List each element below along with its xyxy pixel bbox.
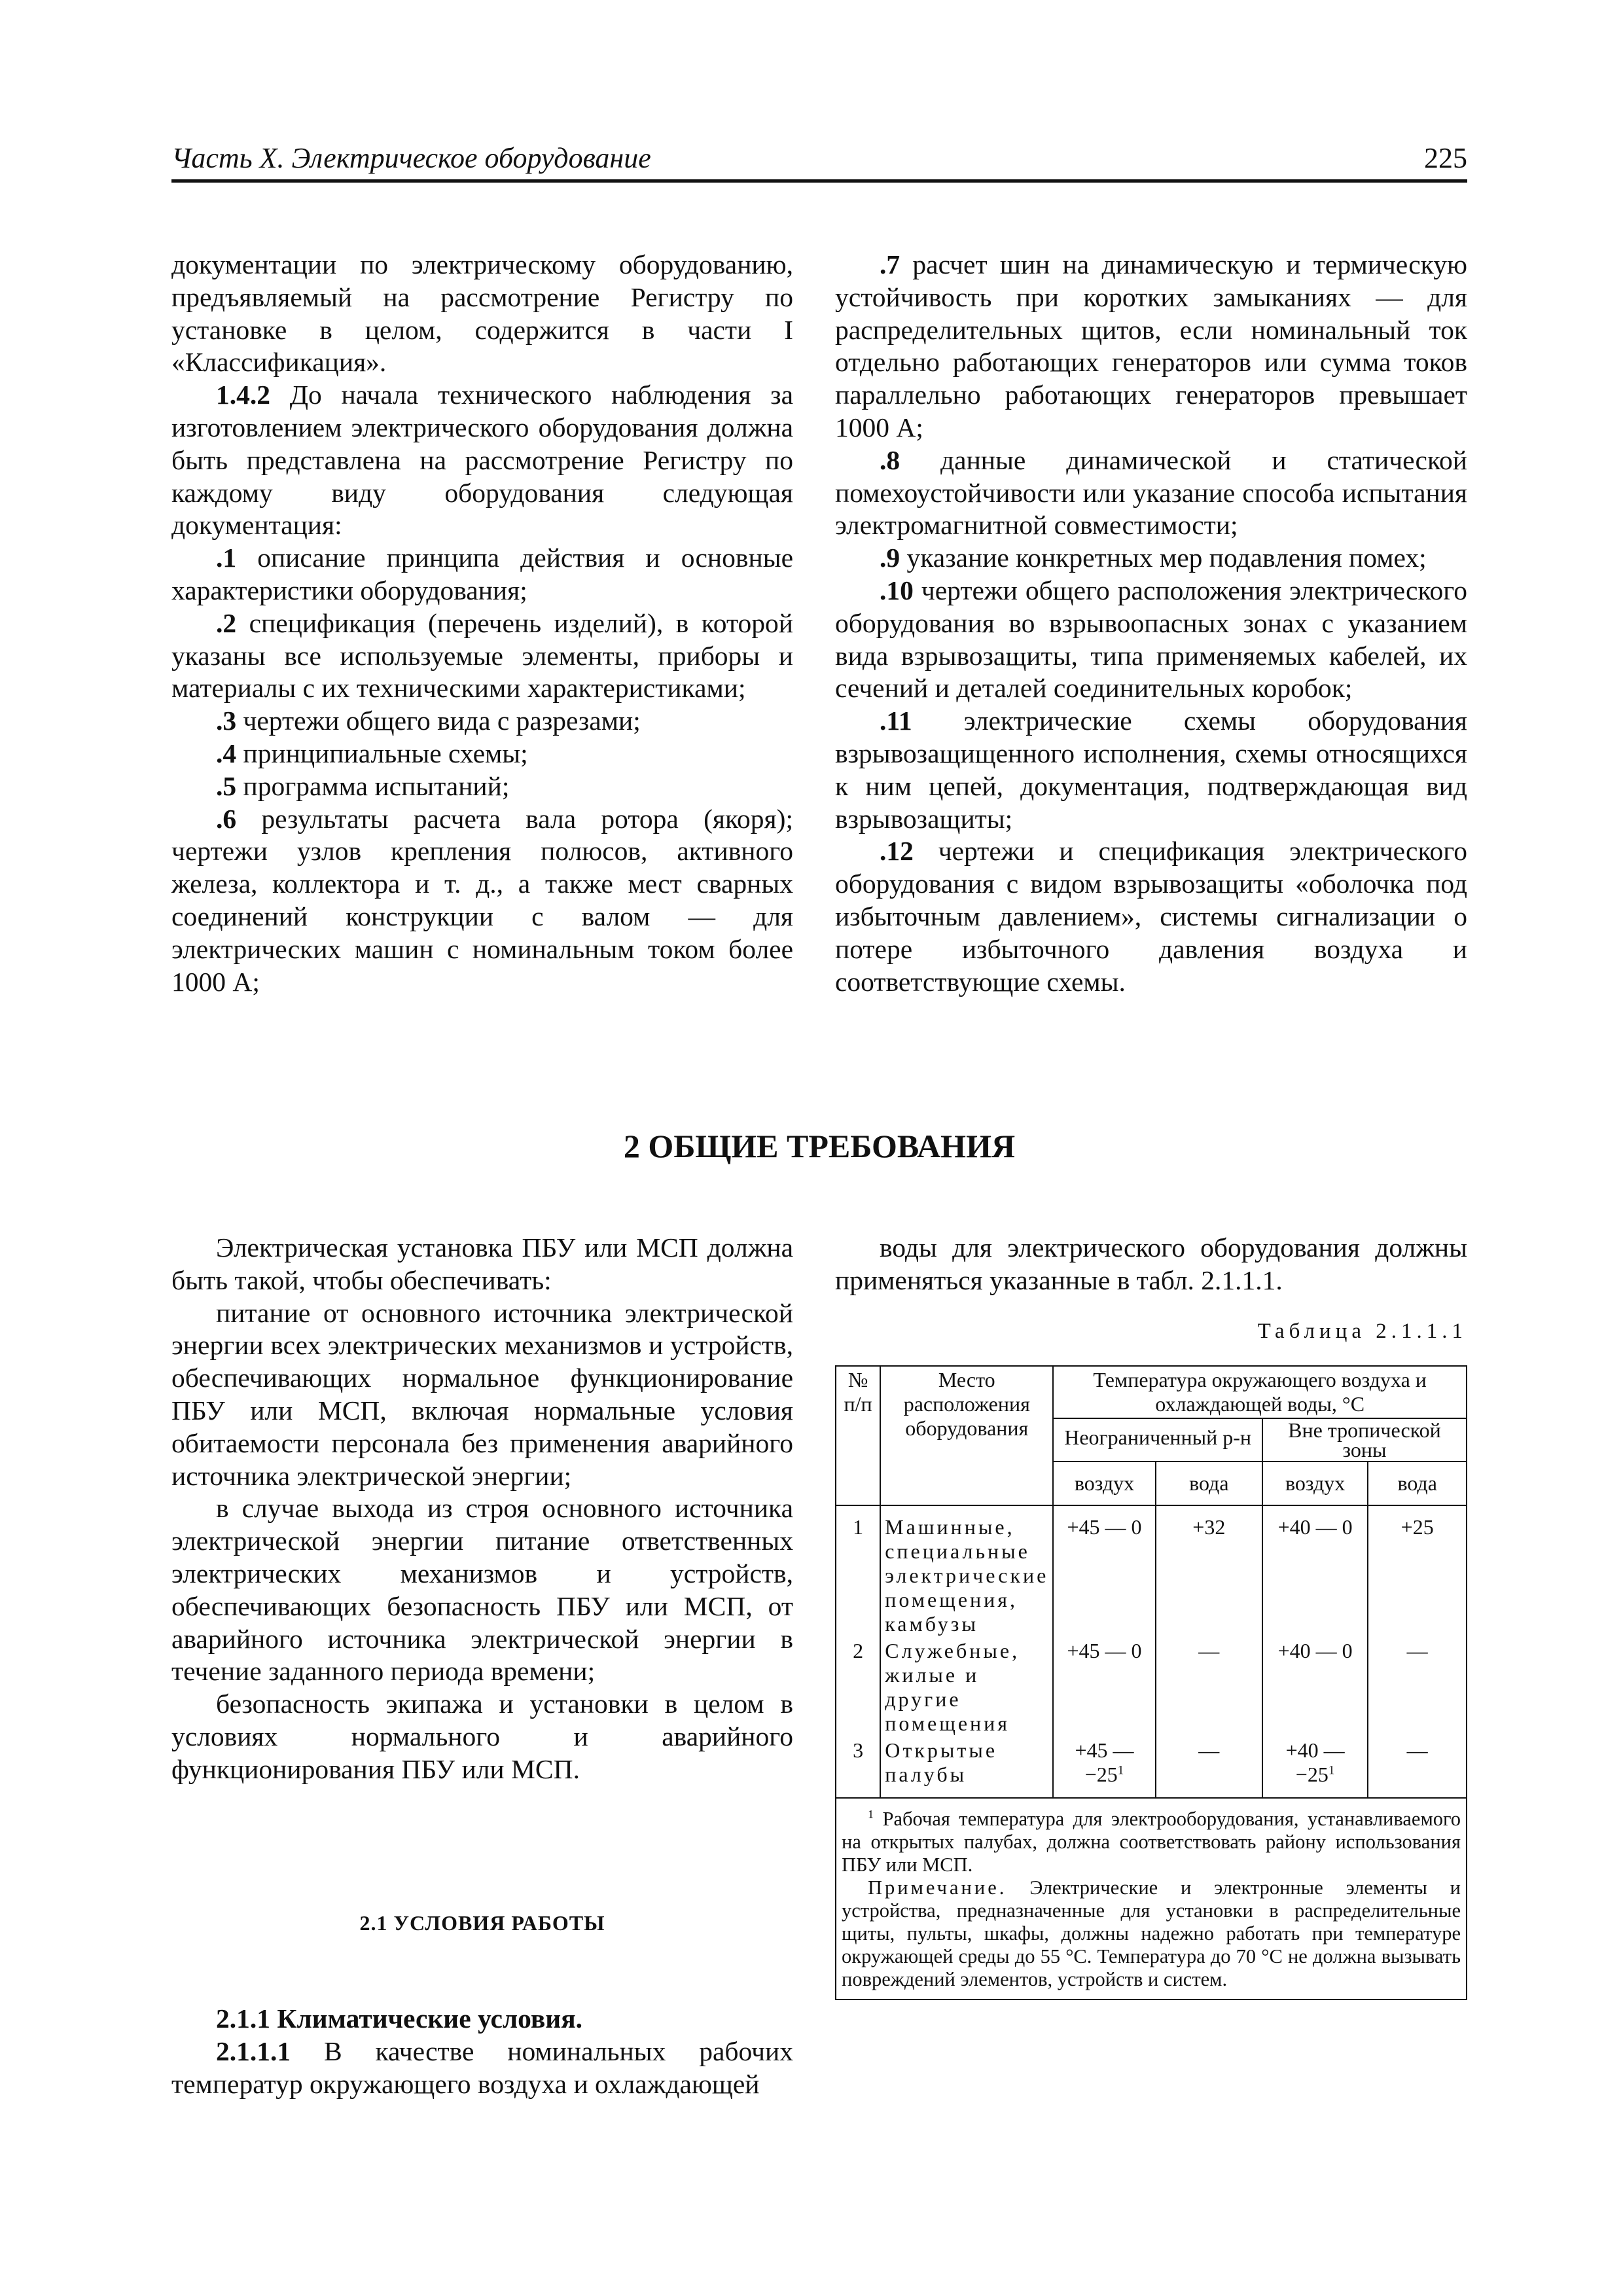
list-item [835,444,1467,542]
header-outside-tropics: Вне тропической зоны [1262,1418,1467,1462]
clause-text: До начала технического наблюдения за изготовлением электрического оборудования должна быть представлена на рассмотрение Регистру по каждому виду оборудования следующая документация: [171,380,793,541]
table-caption: Таблица 2.1.1.1 [1257,1319,1467,1343]
row-water-unlimited: — [1156,1638,1262,1737]
footnote [842,1808,1461,1876]
item-text: чертежи общего расположения электрического оборудования во взрывоопасных зонах с указанием вида взрывозащиты, типа применяемых кабелей, их сечений и деталей соединительных коробок; [835,575,1467,704]
row-num: 2 [836,1638,880,1737]
note-text: Электрические и электронные элементы и устройства, предназначенные для установки в распределительные щиты, пульты, шкафы, должны надежно работать при температуре окружающей среды до 55 °С. Температура до 70 °С не должна вызывать повреждений элементов, устройств и систем. [842,1876,1461,1990]
item-number: .5 [216,770,237,801]
page-number: 225 [1424,142,1467,174]
table-header-row [836,1366,1467,1418]
item-text: расчет шин на динамическую и термическую устойчивость при коротких замыканиях — для распределительных щитов, если номинальный ток отдельно работающих генераторов или сумма токов параллельно работающих генераторов превышает 1000 А; [835,249,1467,442]
item-text: электрические схемы оборудования взрывозащищенного исполнения, схемы относящихся к ним цепей, документация, подтверждающая вид взрывозащиты; [835,706,1467,834]
footnote-text: Рабочая температура для электрооборудования, устанавливаемого на открытых палубах, должна соответствовать району использования ПБУ или МСП. [842,1808,1461,1876]
row-air-outside: +40 — 0 [1262,1638,1368,1737]
clause-heading [171,2003,793,2036]
item-number: .11 [880,706,912,736]
list-item [171,705,793,738]
clause-number: 2.1.1.1 [216,2036,291,2066]
section-title: 2 ОБЩИЕ ТРЕБОВАНИЯ [623,1128,1016,1164]
header-place: Место расположения оборудования [880,1366,1053,1505]
item-number: .7 [880,249,901,279]
running-header [171,139,1467,183]
climate-table [835,1365,1467,2000]
list-item [835,542,1467,575]
table-row [836,1638,1467,1737]
table-notes [836,1798,1467,2000]
item-text: данные динамической и статической помехоустойчивости или указание способа испытания электромагнитной совместимости; [835,444,1467,541]
row-air-outside: +40 — 0 [1262,1505,1368,1638]
row-air-unlimited: +45 — 0 [1053,1505,1155,1638]
item-number: .8 [880,444,901,475]
header-num: № п/п [836,1366,880,1505]
list-item [835,835,1467,998]
item-number: .1 [216,543,237,573]
item-text: результаты расчета вала ротора (якоря); чертежи узлов крепления полюсов, активного железа, коллектора и т. д., а также мест сварных соединений конструкции с валом — для электрических машин с номинальным током более 1000 А; [171,803,793,997]
table-note [842,1876,1461,1991]
list-item [171,607,793,705]
clause-number: 1.4.2 [216,380,270,410]
item-text: чертежи и спецификация электрического оборудования с видом взрывозащиты «оболочка под избыточным давлением», системы сигнализации о потере избыточного давления воздуха и соответствующие схемы. [835,836,1467,997]
top-right-column [835,249,1467,998]
item-text: чертежи общего вида с разрезами; [236,706,641,736]
list-item [171,542,793,607]
footnote-ref: 1 [1117,1763,1124,1778]
header-air: воздух [1262,1462,1368,1505]
row-water-outside: — [1368,1737,1467,1798]
paragraph: питание от основного источника электрической энергии всех электрических механизмов и устройств, обеспечивающих нормальное функционирование ПБУ или МСП, включая нормальные условия обитаемости персонала без применения аварийного источника электрической энергии; [171,1297,793,1491]
header-title: Часть X. Электрическое оборудование [171,142,651,174]
list-item [835,575,1467,705]
item-number: .6 [216,803,237,834]
paragraph: в случае выхода из строя основного источника электрической энергии питание ответственных электрических механизмов и устройств, обеспечивающих безопасность ПБУ или МСП, от аварийного источника электрической энергии в течение заданного периода времени; [171,1493,793,1687]
row-water-unlimited: — [1156,1737,1262,1798]
row-num: 3 [836,1737,880,1798]
row-water-outside: +25 [1368,1505,1467,1638]
table-row [836,1737,1467,1798]
paragraph: воды для электрического оборудования должны применяться указанные в табл. 2.1.1.1. [835,1232,1467,1295]
item-number: .3 [216,706,237,736]
paragraph: Электрическая установка ПБУ или МСП должна быть такой, чтобы обеспечивать: [171,1232,793,1295]
item-number: .10 [880,575,914,605]
list-item [835,705,1467,835]
paragraph [171,379,793,542]
paragraph: документации по электрическому оборудованию, предъявляемый на рассмотрение Регистру по установке в целом, содержится в части I «Классификация». [171,249,793,378]
note-label: Примечание. [868,1876,1007,1899]
bottom-left-column [171,1232,793,1786]
top-left-column [171,249,793,998]
row-place: Открытые палубы [880,1737,1053,1798]
footnote-ref: 1 [1328,1763,1335,1778]
item-number: .2 [216,607,237,638]
item-text: спецификация (перечень изделий), в которой указаны все используемые элементы, приборы и материалы с их техническими характеристиками; [171,607,793,704]
row-air-outside-value: +40 — −25 [1285,1738,1345,1786]
item-number: .12 [880,836,914,867]
list-item [171,738,793,770]
row-air-outside [1262,1737,1368,1798]
bottom-left-column-cont [171,2003,793,2100]
row-air-unlimited [1053,1737,1155,1798]
bottom-right-column [835,1232,1467,1297]
list-item [171,803,793,999]
list-item [171,770,793,803]
item-text: описание принципа действия и основные характеристики оборудования; [171,543,793,605]
row-place: Машинные, специальные электрические помещения, камбузы [880,1505,1053,1638]
row-place: Служебные, жилые и другие помещения [880,1638,1053,1737]
table-notes-row [836,1798,1467,2000]
header-unlimited: Неограниченный р-н [1053,1418,1262,1462]
row-air-unlimited-value: +45 — −25 [1075,1738,1134,1786]
row-num: 1 [836,1505,880,1638]
table-row [836,1505,1467,1638]
header-temperature: Температура окружающего воздуха и охлаждающей воды, °С [1053,1366,1467,1418]
item-number: .9 [880,543,901,573]
paragraph: безопасность экипажа и установки в целом в условиях нормального и аварийного функционирования ПБУ или МСП. [171,1689,793,1784]
clause-heading-text: 2.1.1 Климатические условия. [216,2003,583,2034]
header-air: воздух [1053,1462,1155,1505]
footnote-mark: 1 [868,1807,874,1821]
item-text: принципиальные схемы; [236,738,528,768]
paragraph [171,2036,793,2101]
item-number: .4 [216,738,237,768]
row-air-unlimited: +45 — 0 [1053,1638,1155,1737]
row-water-unlimited: +32 [1156,1505,1262,1638]
subsection-title: 2.1 УСЛОВИЯ РАБОТЫ [359,1911,605,1935]
item-text: указание конкретных мер подавления помех; [900,543,1427,573]
list-item [835,249,1467,444]
clause-text: В качестве номинальных рабочих температур окружающего воздуха и охлаждающей [171,2036,793,2099]
header-water: вода [1368,1462,1467,1505]
row-water-outside: — [1368,1638,1467,1737]
header-water: вода [1156,1462,1262,1505]
item-text: программа испытаний; [236,770,510,801]
